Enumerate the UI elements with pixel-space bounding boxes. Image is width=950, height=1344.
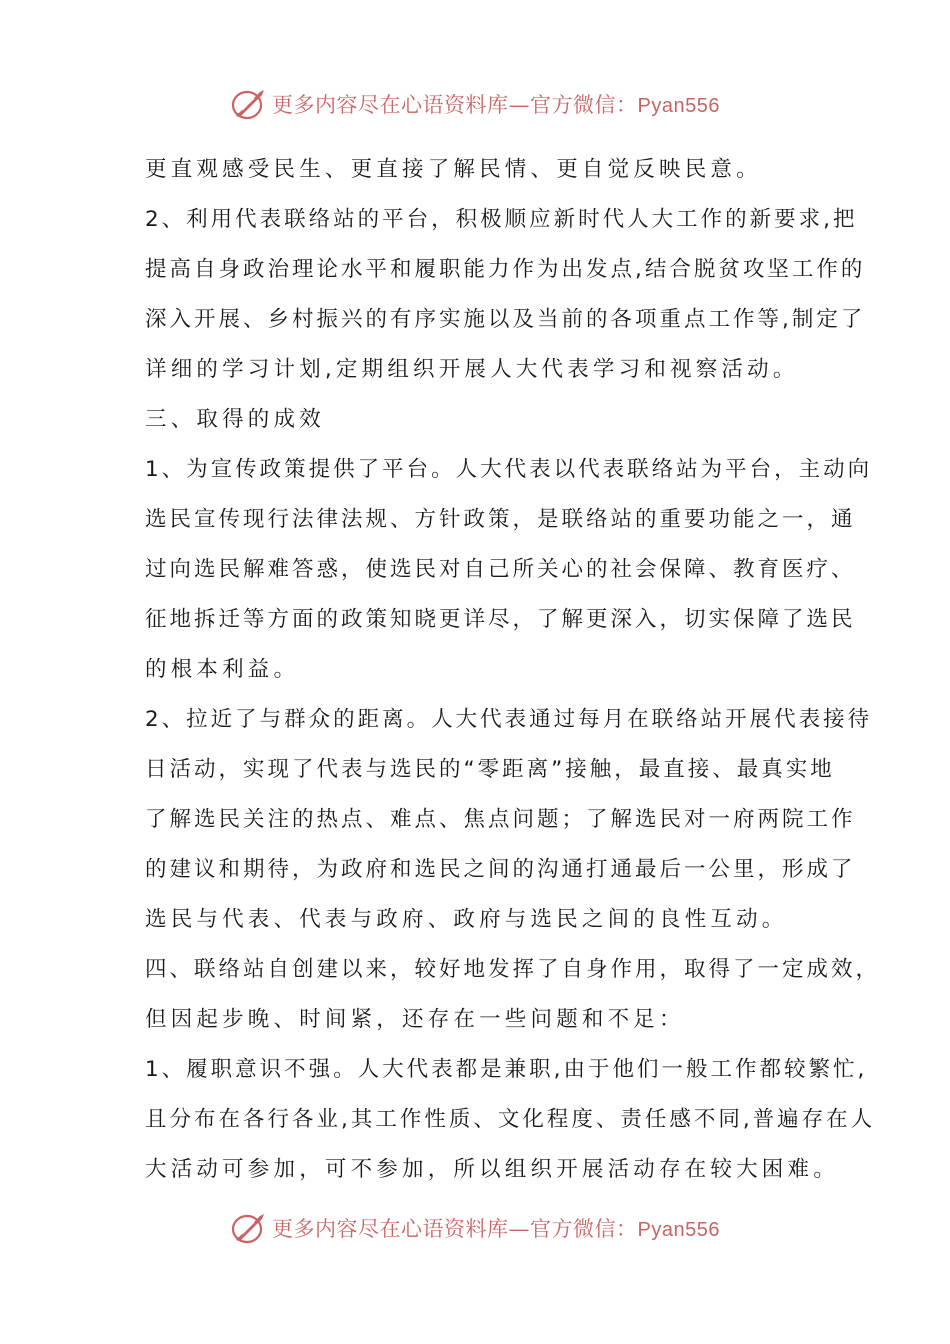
text-line: 了解选民关注的热点、难点、焦点问题；了解选民对一府两院工作 <box>145 807 856 832</box>
document-body <box>145 145 881 1195</box>
header-banner <box>0 84 950 124</box>
wechat-id: Pyan556 <box>637 95 720 117</box>
text-line: 征地拆迁等方面的政策知晓更详尽，了解更深入，切实保障了选民 <box>145 607 856 632</box>
text-line: 的建议和期待，为政府和选民之间的沟通打通最后一公里，形成了 <box>145 857 856 882</box>
text-line: 2、拉近了与群众的距离。人大代表通过每月在联络站开展代表接待 <box>145 707 873 732</box>
text-line: 的根本利益。 <box>145 657 300 682</box>
text-line: 1、为宣传政策提供了平台。人大代表以代表联络站为平台，主动向 <box>145 457 873 482</box>
section-heading: 四、联络站自创建以来，较好地发挥了自身作用，取得了一定成效， <box>145 957 881 982</box>
text-line: 1、履职意识不强。人大代表都是兼职,由于他们一般工作都较繁忙, <box>145 1057 868 1082</box>
text-line: 日活动，实现了代表与选民的“零距离”接触，最直接、最真实地 <box>145 757 835 782</box>
text-line: 选民宣传现行法律法规、方针政策，是联络站的重要功能之一，通 <box>145 507 856 532</box>
text-line: 过向选民解难答惑，使选民对自己所关心的社会保障、教育医疗、 <box>145 557 856 582</box>
text-line: 深入开展、乡村振兴的有序实施以及当前的各项重点工作等,制定了 <box>145 307 866 332</box>
wechat-id: Pyan556 <box>637 1219 720 1241</box>
text-line: 2、利用代表联络站的平台，积极顺应新时代人大工作的新要求,把 <box>145 207 858 232</box>
footer-banner <box>0 1208 950 1248</box>
quill-logo-icon <box>230 86 268 122</box>
text-line: 详细的学习计划,定期组织开展人大代表学习和视察活动。 <box>145 357 799 382</box>
text-line: 大活动可参加，可不参加，所以组织开展活动存在较大困难。 <box>145 1157 839 1182</box>
banner-text: 更多内容尽在心语资料库—官方微信：Pyan556 <box>272 1217 720 1241</box>
text-line: 提高自身政治理论水平和履职能力作为出发点,结合脱贫攻坚工作的 <box>145 257 866 282</box>
text-line: 且分布在各行各业,其工作性质、文化程度、责任感不同,普遍存在人 <box>145 1107 876 1132</box>
banner-text: 更多内容尽在心语资料库—官方微信：Pyan556 <box>272 93 720 117</box>
text-line: 但因起步晚、时间紧，还存在一些问题和不足： <box>145 1007 685 1032</box>
section-heading: 三、取得的成效 <box>145 407 325 432</box>
quill-logo-icon <box>230 1210 268 1246</box>
text-line: 更直观感受民生、更直接了解民情、更自觉反映民意。 <box>145 157 762 182</box>
text-line: 选民与代表、代表与政府、政府与选民之间的良性互动。 <box>145 907 788 932</box>
